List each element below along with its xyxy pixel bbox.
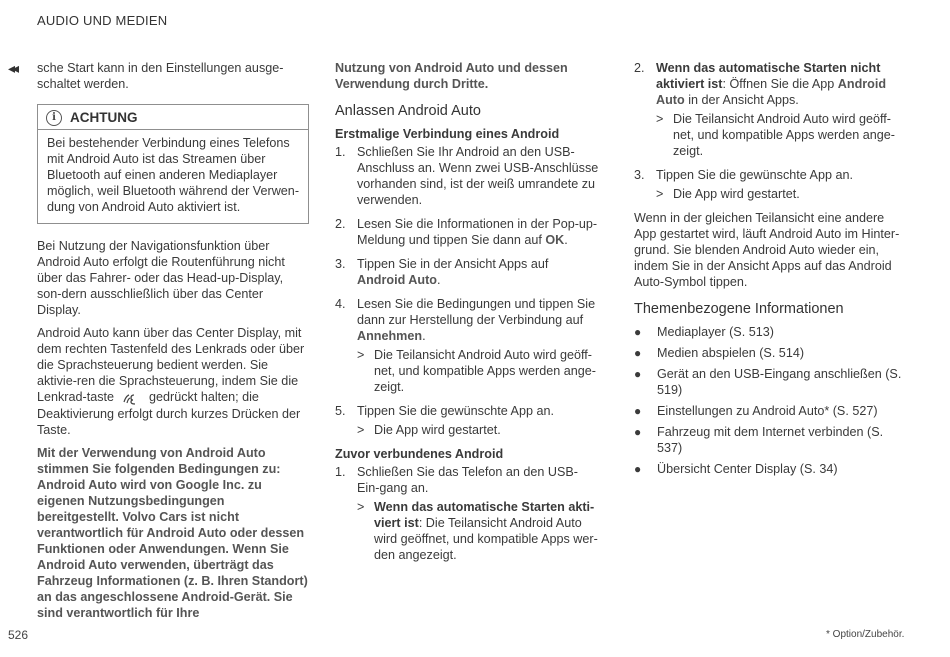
list-item: 3. Tippen Sie die gewünschte App an. > Die App wird gestartet. bbox=[634, 167, 904, 202]
warning-title: ACHTUNG bbox=[70, 110, 138, 125]
previous-connection-steps-cont bbox=[634, 60, 904, 202]
previous-connection-steps bbox=[335, 464, 600, 563]
voice-text-b: gedrückt halten; die Deaktivierung erfolgt durch kurzes Drücken der Taste. bbox=[37, 390, 301, 437]
related-link[interactable]: ● Mediaplayer (S. 513) bbox=[634, 325, 774, 339]
footnote: * Option/Zubehör. bbox=[826, 629, 905, 640]
column-1 bbox=[37, 60, 309, 628]
column-3 bbox=[634, 60, 904, 482]
warning-header bbox=[38, 105, 308, 130]
related-link[interactable]: ● Fahrzeug mit dem Internet verbinden (S. 537) bbox=[634, 425, 884, 455]
subheading-previous-connection: Zuvor verbundenes Android bbox=[335, 447, 504, 461]
page-header: AUDIO UND MEDIEN bbox=[37, 13, 168, 28]
related-link[interactable]: ● Übersicht Center Display (S. 34) bbox=[634, 462, 838, 476]
navigation-paragraph: Bei Nutzung der Navigationsfunktion über Android Auto erfolgt die Routenführung nicht über das Fahrer- oder das Head-up-Display, son-dern ausschließlich über das Center Display. bbox=[37, 239, 285, 317]
result-line: > Die App wird gestartet. bbox=[357, 423, 501, 437]
voice-control-icon bbox=[119, 390, 143, 406]
list-item: 4. Lesen Sie die Bedingungen und tippen Sie dann zur Herstellung der Verbindung auf Annehmen. > Die Teilansicht Android Auto wird geöff-net, und kompatible Apps werden ange-zeigt. bbox=[335, 296, 600, 395]
list-item: 3. Tippen Sie in der Ansicht Apps auf Android Auto. bbox=[335, 257, 549, 287]
warning-box bbox=[37, 104, 309, 224]
related-link[interactable]: ● Medien abspielen (S. 514) bbox=[634, 346, 805, 360]
continued-text: sche Start kann in den Einstellungen ausge-schaltet werden. bbox=[37, 61, 284, 91]
related-link[interactable]: ● Einstellungen zu Android Auto* (S. 527) bbox=[634, 404, 878, 418]
terms-paragraph: Mit der Verwendung von Android Auto stimmen Sie folgenden Bedingungen zu: Android Auto wird von Google Inc. zu eigenen Nutzungsbedingungen bereitgestellt. Volvo Cars ist nicht verantwortlich für Android Auto oder dessen Funktionen oder Anwendungen. Wenn Sie Android Auto verwenden, überträgt das Fahrzeug Informationen (z. B. Ihren Standort) an das angeschlossene Android-Gerät. Sie sind verantwortlich für Ihre bbox=[37, 445, 308, 620]
result-line: > Die Teilansicht Android Auto wird geöff-net, und kompatible Apps werden ange-zeigt. bbox=[357, 348, 596, 394]
voice-text-a: Android Auto kann über das Center Display, mit dem rechten Tastenfeld des Lenkrads oder über die Sprachsteuerung bedient werden. Sie aktivie-ren die Sprachsteuerung, indem Sie die Lenkrad-taste bbox=[37, 326, 305, 404]
info-i-icon: i bbox=[46, 110, 62, 126]
related-heading: Themenbezogene Informationen bbox=[634, 301, 844, 317]
result-line: > Die Teilansicht Android Auto wird geöff-net, und kompatible Apps werden ange-zeigt. bbox=[656, 112, 895, 158]
list-item: 5. Tippen Sie die gewünschte App an. > Die App wird gestartet. bbox=[335, 403, 600, 438]
result-line: > Wenn das automatische Starten akti-viert ist: Die Teilansicht Android Auto wird geöffnet, und kompatible Apps wer-den angezeigt. bbox=[357, 500, 598, 562]
subheading-first-connection: Erstmalige Verbindung eines Android bbox=[335, 127, 560, 141]
column-2 bbox=[335, 60, 600, 571]
first-connection-steps bbox=[335, 144, 600, 438]
section-heading-start: Anlassen Android Auto bbox=[335, 103, 481, 119]
background-paragraph: Wenn in der gleichen Teilansicht eine andere App gestartet wird, läuft Android Auto im Hinter-grund. Sie blenden Android Auto wieder ein, indem Sie in der Ansicht Apps auf das Android Auto-Symbol tippen. bbox=[634, 211, 900, 289]
warning-body: Bei bestehender Verbindung eines Telefons mit Android Auto ist das Streamen über Bluetooth auf einen anderen Mediaplayer möglich, weil Bluetooth während der Verwen-dung von Android Auto aktiviert ist. bbox=[47, 136, 300, 214]
list-item: 2. Lesen Sie die Informationen in der Pop-up-Meldung und tippen Sie dann auf OK. bbox=[335, 217, 598, 247]
terms-continued: Nutzung von Android Auto und dessen Verwendung durch Dritte. bbox=[335, 61, 568, 91]
page-number: 526 bbox=[8, 628, 29, 642]
list-item: 1. Schließen Sie das Telefon an den USB-Ein-gang an. > Wenn das automatische Starten akti-viert ist: Die Teilansicht Android Auto wird geöffnet, und kompatible Apps wer-den angezeigt. bbox=[335, 464, 600, 563]
list-item: 2. Wenn das automatische Starten nicht aktiviert ist: Öffnen Sie die App Android Auto in der Ansicht Apps. > Die Teilansicht Android Auto wird geöff-net, und kompatible Apps werden ange-zeigt. bbox=[634, 60, 904, 159]
double-left-arrow-icon: ◂◂ bbox=[8, 60, 17, 76]
related-link[interactable]: ● Gerät an den USB-Eingang anschließen (S. 519) bbox=[634, 367, 902, 397]
result-line: > Die App wird gestartet. bbox=[656, 187, 800, 201]
related-list bbox=[634, 324, 904, 477]
list-item: 1. Schließen Sie Ihr Android an den USB-Anschluss an. Wenn zwei USB-Anschlüsse vorhanden sind, ist der weiß umrandete zu verwenden. bbox=[335, 145, 599, 207]
voice-control-paragraph bbox=[37, 325, 309, 438]
